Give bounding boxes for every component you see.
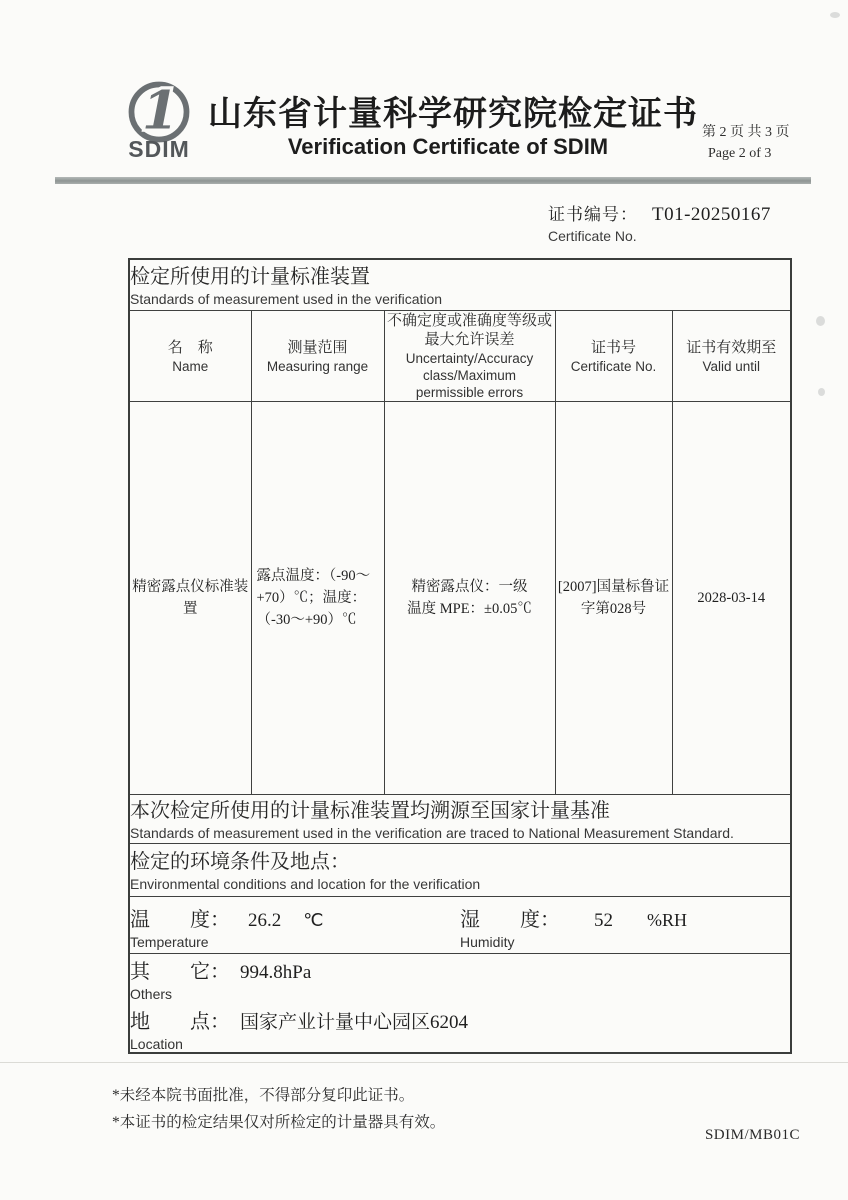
sdim-logo-icon [127,80,191,144]
cell-certificate-no: [2007]国量标鲁证字第028号 [555,402,672,795]
humidity-unit: %RH [647,909,687,930]
cell-standard-name: 精密露点仪标准装置 [129,402,251,795]
location-value: 国家产业计量中心园区6204 [240,1012,469,1033]
standards-section-header [129,259,791,311]
scan-speck [818,388,825,396]
page-title-cn: 山东省计量科学研究院检定证书 [208,96,698,133]
cell-measuring-range: 露点温度：（-90～+70）℃；温度：（-30～+90）℃ [251,402,384,795]
header-rule [55,177,811,184]
logo-text: SDIM [128,136,190,162]
location-label-en: Location [130,1036,183,1052]
page-number [702,122,832,164]
environment-section-header [129,844,791,897]
traceability-row [129,795,791,844]
others-value: 994.8hPa [240,962,312,983]
environment-values-row [129,897,791,954]
traceability-cn: 本次检定所使用的计量标准装置均溯源至国家计量基准 [130,799,610,822]
col-header-range: 测量范围 Measuring range [251,311,384,402]
cell-uncertainty: 精密露点仪：一级 温度 MPE：±0.05℃ [384,402,555,795]
svg-text:1: 1 [142,80,179,142]
col-header-name: 名 称 Name [129,311,251,402]
page-title-en: Verification Certificate of SDIM [287,134,609,159]
col-header-valid: 证书有效期至 Valid until [672,311,791,402]
location-label-cn: 地 点： [130,1011,230,1033]
standards-table [128,258,792,1054]
certificate-number-block [548,200,771,244]
scan-artifact-line [0,1062,848,1063]
footnote-2: *本证书的检定结果仅对所检定的计量器具有效。 [112,1114,446,1131]
standards-header-row [129,311,791,402]
cell-valid-until: 2028-03-14 [672,402,791,795]
others-label-cn: 其 它： [130,961,230,983]
location-field [130,1005,790,1034]
page-number-en: Page 2 of 3 [708,146,772,161]
sdim-logo [114,80,204,163]
footnotes [112,1082,445,1136]
humidity-label-cn: 湿 度： [460,908,560,931]
humidity-value: 52 [594,909,613,931]
certificate-no-label-en: Certificate No. [548,228,637,244]
col-header-certno: 证书号 Certificate No. [555,311,672,402]
traceability-en: Standards of measurement used in the verification are traced to National Measurement Standard. [130,824,734,841]
others-field [130,955,790,984]
scan-speck [816,316,825,326]
table-row [129,402,791,795]
temperature-label-en: Temperature [130,933,209,950]
footnote-1: *未经本院书面批准，不得部分复印此证书。 [112,1087,415,1104]
form-code: SDIM/MB01C [704,1127,800,1143]
temperature-label-cn: 温 度： [130,908,230,931]
others-label-en: Others [130,986,173,1002]
certificate-no-label-cn: 证书编号： [548,205,638,224]
col-header-uncertainty: 不确定度或准确度等级或最大允许误差 Uncertainty/Accuracy class/Maximum permissible errors [384,311,555,402]
standards-title-en: Standards of measurement used in the verification [130,290,443,307]
humidity-label-en: Humidity [460,933,515,950]
certificate-no-value: T01-20250167 [652,204,771,225]
temperature-unit: ℃ [303,909,324,930]
environment-title-en: Environmental conditions and location for the verification [130,875,481,892]
others-location-row [129,954,791,1054]
standards-title-cn: 检定所使用的计量标准装置 [130,265,370,288]
scan-speck [830,12,840,18]
page-number-cn: 第 2 页 共 3 页 [702,125,790,140]
environment-title-cn: 检定的环境条件及地点： [130,850,350,873]
humidity-field [460,903,790,950]
temperature-field [130,903,460,950]
temperature-value: 26.2 [248,909,282,931]
